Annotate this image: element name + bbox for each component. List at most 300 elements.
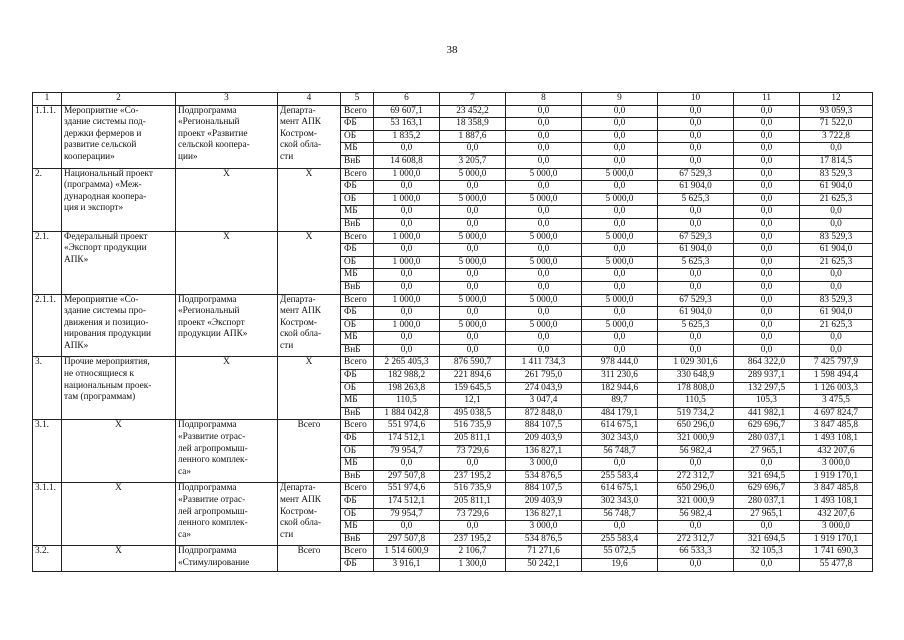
amount-cell: 19,6 bbox=[582, 558, 658, 571]
amount-cell: 0,0 bbox=[800, 344, 873, 357]
amount-cell: 0,0 bbox=[506, 181, 582, 194]
row-program-text: Подпрограмма «Стимулирование bbox=[178, 546, 250, 568]
amount-cell: 551 974,6 bbox=[374, 420, 440, 433]
amount-cell: 1 000,0 bbox=[374, 231, 440, 244]
amount-cell: 5 000,0 bbox=[440, 294, 506, 307]
row-executor-text: Х bbox=[305, 168, 313, 179]
amount-cell: 61 904,0 bbox=[800, 307, 873, 320]
amount-cell: 0,0 bbox=[582, 307, 658, 320]
row-name-text: Х bbox=[115, 546, 122, 557]
amount-cell: 0,0 bbox=[506, 130, 582, 143]
amount-cell: 311 230,6 bbox=[582, 370, 658, 383]
amount-cell: 79 954,7 bbox=[374, 508, 440, 521]
amount-cell: 0,0 bbox=[440, 281, 506, 294]
amount-cell: 0,0 bbox=[800, 218, 873, 231]
amount-cell: 1 514 600,9 bbox=[374, 546, 440, 559]
row-name bbox=[62, 231, 176, 294]
amount-cell: 876 590,7 bbox=[440, 357, 506, 370]
amount-cell: 0,0 bbox=[506, 155, 582, 168]
amount-cell: 5 000,0 bbox=[506, 294, 582, 307]
amount-cell: 1 000,0 bbox=[374, 256, 440, 269]
amount-cell: 5 625,3 bbox=[658, 193, 734, 206]
row-program bbox=[176, 357, 278, 420]
funding-source: ОБ bbox=[341, 445, 374, 458]
funding-source: МБ bbox=[341, 395, 374, 408]
row-code bbox=[33, 168, 62, 231]
table-row bbox=[33, 105, 873, 118]
amount-cell: 5 000,0 bbox=[506, 193, 582, 206]
amount-cell: 0,0 bbox=[734, 458, 800, 471]
row-executor bbox=[278, 105, 341, 168]
funding-source: Всего bbox=[341, 168, 374, 181]
row-code-text: 3.1. bbox=[35, 420, 49, 431]
funding-source: МБ bbox=[341, 521, 374, 534]
amount-cell: 0,0 bbox=[658, 521, 734, 534]
amount-cell: 61 904,0 bbox=[658, 181, 734, 194]
amount-cell: 0,0 bbox=[374, 181, 440, 194]
funding-source: ФБ bbox=[341, 433, 374, 446]
amount-cell: 0,0 bbox=[734, 231, 800, 244]
amount-cell: 3 000,0 bbox=[506, 458, 582, 471]
amount-cell: 23 452,2 bbox=[440, 105, 506, 118]
amount-cell: 0,0 bbox=[800, 269, 873, 282]
table-row bbox=[33, 483, 873, 496]
amount-cell: 71 522,0 bbox=[800, 118, 873, 131]
row-executor bbox=[278, 231, 341, 294]
amount-cell: 432 207,6 bbox=[800, 508, 873, 521]
funding-source: ВнБ bbox=[341, 470, 374, 483]
amount-cell: 32 105,3 bbox=[734, 546, 800, 559]
amount-cell: 178 808,0 bbox=[658, 382, 734, 395]
row-name bbox=[62, 420, 176, 483]
row-name-text: Мероприятие «Со- здание системы под- держки фермеров и развитие сельской кооперации» bbox=[64, 105, 146, 162]
row-executor-text: Департа- мент АПК Костром- ской обла- сти bbox=[280, 294, 322, 351]
amount-cell: 5 000,0 bbox=[582, 231, 658, 244]
amount-cell: 1 411 734,3 bbox=[506, 357, 582, 370]
funding-source: МБ bbox=[341, 458, 374, 471]
row-code-text: 2.1. bbox=[35, 231, 49, 242]
column-header: 1 bbox=[33, 93, 62, 106]
amount-cell: 198 263,8 bbox=[374, 382, 440, 395]
amount-cell: 5 000,0 bbox=[582, 193, 658, 206]
funding-source: Всего bbox=[341, 357, 374, 370]
amount-cell: 174 512,1 bbox=[374, 433, 440, 446]
row-name bbox=[62, 483, 176, 546]
amount-cell: 0,0 bbox=[440, 307, 506, 320]
row-program-text: Подпрограмма «Региональный проект «Развитие сельской коопера- ции» bbox=[178, 105, 250, 162]
funding-source: ФБ bbox=[341, 496, 374, 509]
amount-cell: 302 343,0 bbox=[582, 433, 658, 446]
row-program bbox=[176, 294, 278, 357]
amount-cell: 614 675,1 bbox=[582, 483, 658, 496]
amount-cell: 56 748,7 bbox=[582, 445, 658, 458]
amount-cell: 0,0 bbox=[374, 206, 440, 219]
amount-cell: 0,0 bbox=[734, 218, 800, 231]
amount-cell: 629 696,7 bbox=[734, 483, 800, 496]
row-code-text: 3.1.1. bbox=[35, 483, 56, 494]
amount-cell: 61 904,0 bbox=[800, 181, 873, 194]
amount-cell: 0,0 bbox=[734, 118, 800, 131]
amount-cell: 321 694,5 bbox=[734, 470, 800, 483]
amount-cell: 83 529,3 bbox=[800, 168, 873, 181]
amount-cell: 5 000,0 bbox=[506, 319, 582, 332]
amount-cell: 0,0 bbox=[658, 155, 734, 168]
amount-cell: 0,0 bbox=[582, 458, 658, 471]
amount-cell: 5 000,0 bbox=[506, 231, 582, 244]
row-program bbox=[176, 483, 278, 546]
amount-cell: 27 965,1 bbox=[734, 445, 800, 458]
amount-cell: 5 000,0 bbox=[582, 256, 658, 269]
funding-source: Всего bbox=[341, 546, 374, 559]
row-code-text: 3.2. bbox=[35, 546, 49, 557]
amount-cell: 0,0 bbox=[658, 218, 734, 231]
amount-cell: 0,0 bbox=[658, 344, 734, 357]
amount-cell: 1 000,0 bbox=[374, 319, 440, 332]
amount-cell: 3 475,5 bbox=[800, 395, 873, 408]
table-row bbox=[33, 294, 873, 307]
row-executor-text: Департа- мент АПК Костром- ской обла- сти bbox=[280, 105, 322, 162]
amount-cell: 56 982,4 bbox=[658, 445, 734, 458]
row-executor-text: Всего bbox=[297, 546, 321, 557]
amount-cell: 132 297,5 bbox=[734, 382, 800, 395]
amount-cell: 272 312,7 bbox=[658, 533, 734, 546]
amount-cell: 209 403,9 bbox=[506, 433, 582, 446]
row-program-text: Подпрограмма «Развитие отрас- лей агропромыш- ленного комплек- са» bbox=[178, 420, 248, 477]
amount-cell: 17 814,5 bbox=[800, 155, 873, 168]
amount-cell: 61 904,0 bbox=[658, 244, 734, 257]
amount-cell: 884 107,5 bbox=[506, 420, 582, 433]
amount-cell: 614 675,1 bbox=[582, 420, 658, 433]
amount-cell: 110,5 bbox=[374, 395, 440, 408]
amount-cell: 1 493 108,1 bbox=[800, 496, 873, 509]
amount-cell: 2 106,7 bbox=[440, 546, 506, 559]
row-code bbox=[33, 294, 62, 357]
amount-cell: 0,0 bbox=[734, 181, 800, 194]
row-executor-text: Х bbox=[305, 231, 313, 242]
amount-cell: 0,0 bbox=[440, 521, 506, 534]
row-program-text: Подпрограмма «Развитие отрас- лей агропромыш- ленного комплек- са» bbox=[178, 483, 248, 540]
row-program-text: Х bbox=[223, 231, 230, 242]
amount-cell: 0,0 bbox=[374, 521, 440, 534]
amount-cell: 0,0 bbox=[800, 332, 873, 345]
amount-cell: 330 648,9 bbox=[658, 370, 734, 383]
amount-cell: 1 598 494,4 bbox=[800, 370, 873, 383]
funding-source: ФБ bbox=[341, 558, 374, 571]
amount-cell: 297 507,8 bbox=[374, 533, 440, 546]
amount-cell: 0,0 bbox=[374, 281, 440, 294]
row-name-text: Х bbox=[115, 420, 122, 431]
row-code-text: 2. bbox=[35, 168, 42, 179]
amount-cell: 0,0 bbox=[734, 344, 800, 357]
amount-cell: 5 625,3 bbox=[658, 319, 734, 332]
row-program-text: Х bbox=[223, 168, 230, 179]
amount-cell: 0,0 bbox=[658, 130, 734, 143]
amount-cell: 0,0 bbox=[582, 344, 658, 357]
amount-cell: 0,0 bbox=[582, 218, 658, 231]
amount-cell: 55 477,8 bbox=[800, 558, 873, 571]
amount-cell: 978 444,0 bbox=[582, 357, 658, 370]
amount-cell: 14 608,8 bbox=[374, 155, 440, 168]
amount-cell: 0,0 bbox=[800, 206, 873, 219]
amount-cell: 0,0 bbox=[734, 558, 800, 571]
amount-cell: 0,0 bbox=[734, 193, 800, 206]
amount-cell: 0,0 bbox=[506, 307, 582, 320]
amount-cell: 89,7 bbox=[582, 395, 658, 408]
column-header: 8 bbox=[506, 93, 582, 106]
amount-cell: 884 107,5 bbox=[506, 483, 582, 496]
amount-cell: 1 000,0 bbox=[374, 168, 440, 181]
table-row bbox=[33, 357, 873, 370]
amount-cell: 5 000,0 bbox=[582, 294, 658, 307]
funding-source: ОБ bbox=[341, 130, 374, 143]
row-code-text: 3. bbox=[35, 357, 42, 368]
amount-cell: 0,0 bbox=[582, 521, 658, 534]
amount-cell: 5 000,0 bbox=[506, 256, 582, 269]
funding-source: ОБ bbox=[341, 193, 374, 206]
amount-cell: 3 205,7 bbox=[440, 155, 506, 168]
amount-cell: 0,0 bbox=[734, 294, 800, 307]
row-code bbox=[33, 231, 62, 294]
amount-cell: 159 645,5 bbox=[440, 382, 506, 395]
amount-cell: 61 904,0 bbox=[658, 307, 734, 320]
amount-cell: 182 944,6 bbox=[582, 382, 658, 395]
amount-cell: 551 974,6 bbox=[374, 483, 440, 496]
amount-cell: 237 195,2 bbox=[440, 470, 506, 483]
amount-cell: 0,0 bbox=[582, 332, 658, 345]
amount-cell: 650 296,0 bbox=[658, 483, 734, 496]
row-program bbox=[176, 420, 278, 483]
amount-cell: 221 894,6 bbox=[440, 370, 506, 383]
row-name bbox=[62, 357, 176, 420]
amount-cell: 0,0 bbox=[506, 344, 582, 357]
row-name bbox=[62, 168, 176, 231]
amount-cell: 289 937,1 bbox=[734, 370, 800, 383]
amount-cell: 3 000,0 bbox=[506, 521, 582, 534]
row-program-text: Подпрограмма «Региональный проект «Экспорт продукции АПК» bbox=[178, 294, 248, 340]
amount-cell: 0,0 bbox=[440, 344, 506, 357]
amount-cell: 0,0 bbox=[582, 181, 658, 194]
row-name bbox=[62, 105, 176, 168]
amount-cell: 53 163,1 bbox=[374, 118, 440, 131]
amount-cell: 0,0 bbox=[582, 269, 658, 282]
amount-cell: 27 965,1 bbox=[734, 508, 800, 521]
row-program bbox=[176, 546, 278, 571]
column-header: 7 bbox=[440, 93, 506, 106]
table-body bbox=[33, 93, 873, 572]
row-name bbox=[62, 546, 176, 571]
row-executor bbox=[278, 294, 341, 357]
amount-cell: 0,0 bbox=[374, 458, 440, 471]
amount-cell: 1 884 042,8 bbox=[374, 407, 440, 420]
row-code bbox=[33, 483, 62, 546]
column-header: 12 bbox=[800, 93, 873, 106]
row-executor bbox=[278, 168, 341, 231]
amount-cell: 0,0 bbox=[506, 143, 582, 156]
column-header: 3 bbox=[176, 93, 278, 106]
amount-cell: 0,0 bbox=[658, 269, 734, 282]
amount-cell: 5 000,0 bbox=[440, 193, 506, 206]
amount-cell: 5 000,0 bbox=[440, 168, 506, 181]
amount-cell: 0,0 bbox=[440, 181, 506, 194]
amount-cell: 1 835,2 bbox=[374, 130, 440, 143]
funding-source: ОБ bbox=[341, 508, 374, 521]
amount-cell: 73 729,6 bbox=[440, 445, 506, 458]
amount-cell: 5 000,0 bbox=[582, 319, 658, 332]
amount-cell: 61 904,0 bbox=[800, 244, 873, 257]
funding-source: МБ bbox=[341, 269, 374, 282]
amount-cell: 0,0 bbox=[440, 332, 506, 345]
amount-cell: 0,0 bbox=[440, 143, 506, 156]
column-header: 2 bbox=[62, 93, 176, 106]
amount-cell: 516 735,9 bbox=[440, 483, 506, 496]
row-program bbox=[176, 168, 278, 231]
amount-cell: 495 038,5 bbox=[440, 407, 506, 420]
row-executor bbox=[278, 483, 341, 546]
amount-cell: 4 697 824,7 bbox=[800, 407, 873, 420]
amount-cell: 0,0 bbox=[506, 281, 582, 294]
amount-cell: 136 827,1 bbox=[506, 508, 582, 521]
amount-cell: 67 529,3 bbox=[658, 231, 734, 244]
amount-cell: 83 529,3 bbox=[800, 231, 873, 244]
amount-cell: 0,0 bbox=[440, 458, 506, 471]
amount-cell: 0,0 bbox=[734, 521, 800, 534]
amount-cell: 0,0 bbox=[374, 332, 440, 345]
amount-cell: 205 811,1 bbox=[440, 496, 506, 509]
table-row bbox=[33, 420, 873, 433]
amount-cell: 21 625,3 bbox=[800, 193, 873, 206]
amount-cell: 56 982,4 bbox=[658, 508, 734, 521]
funding-source: МБ bbox=[341, 332, 374, 345]
amount-cell: 0,0 bbox=[374, 218, 440, 231]
amount-cell: 67 529,3 bbox=[658, 168, 734, 181]
funding-source: Всего bbox=[341, 231, 374, 244]
amount-cell: 484 179,1 bbox=[582, 407, 658, 420]
amount-cell: 0,0 bbox=[374, 143, 440, 156]
amount-cell: 0,0 bbox=[374, 269, 440, 282]
row-name-text: Национальный проект (программа) «Меж- дународная коопера- ция и экспорт» bbox=[64, 168, 153, 214]
amount-cell: 0,0 bbox=[800, 281, 873, 294]
amount-cell: 69 607,1 bbox=[374, 105, 440, 118]
funding-source: ФБ bbox=[341, 118, 374, 131]
amount-cell: 255 583,4 bbox=[582, 533, 658, 546]
amount-cell: 650 296,0 bbox=[658, 420, 734, 433]
amount-cell: 3 847 485,8 bbox=[800, 483, 873, 496]
amount-cell: 136 827,1 bbox=[506, 445, 582, 458]
amount-cell: 321 694,5 bbox=[734, 533, 800, 546]
amount-cell: 237 195,2 bbox=[440, 533, 506, 546]
amount-cell: 83 529,3 bbox=[800, 294, 873, 307]
amount-cell: 0,0 bbox=[582, 143, 658, 156]
table-row bbox=[33, 546, 873, 559]
amount-cell: 18 358,9 bbox=[440, 118, 506, 131]
row-name-text: Прочие мероприятия, не относящиеся к национальным проек- там (программам) bbox=[64, 357, 152, 403]
amount-cell: 1 919 170,1 bbox=[800, 533, 873, 546]
funding-source: Всего bbox=[341, 483, 374, 496]
funding-source: ОБ bbox=[341, 256, 374, 269]
funding-source: ВнБ bbox=[341, 281, 374, 294]
amount-cell: 321 000,9 bbox=[658, 496, 734, 509]
amount-cell: 0,0 bbox=[734, 130, 800, 143]
amount-cell: 3 916,1 bbox=[374, 558, 440, 571]
amount-cell: 0,0 bbox=[658, 332, 734, 345]
amount-cell: 872 848,0 bbox=[506, 407, 582, 420]
amount-cell: 302 343,0 bbox=[582, 496, 658, 509]
amount-cell: 3 047,4 bbox=[506, 395, 582, 408]
amount-cell: 0,0 bbox=[506, 332, 582, 345]
funding-source: Всего bbox=[341, 105, 374, 118]
funding-source: ВнБ bbox=[341, 407, 374, 420]
amount-cell: 1 887,6 bbox=[440, 130, 506, 143]
amount-cell: 1 126 003,3 bbox=[800, 382, 873, 395]
funding-source: МБ bbox=[341, 143, 374, 156]
amount-cell: 5 000,0 bbox=[506, 168, 582, 181]
row-code bbox=[33, 105, 62, 168]
amount-cell: 0,0 bbox=[582, 281, 658, 294]
row-program-text: Х bbox=[223, 357, 230, 368]
amount-cell: 21 625,3 bbox=[800, 319, 873, 332]
row-code bbox=[33, 420, 62, 483]
row-name bbox=[62, 294, 176, 357]
amount-cell: 0,0 bbox=[734, 319, 800, 332]
amount-cell: 0,0 bbox=[506, 269, 582, 282]
row-code bbox=[33, 357, 62, 420]
amount-cell: 274 043,9 bbox=[506, 382, 582, 395]
column-header: 4 bbox=[278, 93, 341, 106]
amount-cell: 0,0 bbox=[734, 155, 800, 168]
amount-cell: 0,0 bbox=[506, 218, 582, 231]
amount-cell: 0,0 bbox=[658, 458, 734, 471]
amount-cell: 0,0 bbox=[658, 118, 734, 131]
amount-cell: 261 795,0 bbox=[506, 370, 582, 383]
amount-cell: 1 919 170,1 bbox=[800, 470, 873, 483]
funding-source: ВнБ bbox=[341, 533, 374, 546]
row-code-text: 2.1.1. bbox=[35, 294, 56, 305]
amount-cell: 0,0 bbox=[658, 206, 734, 219]
amount-cell: 55 072,5 bbox=[582, 546, 658, 559]
amount-cell: 0,0 bbox=[734, 244, 800, 257]
amount-cell: 66 533,3 bbox=[658, 546, 734, 559]
amount-cell: 0,0 bbox=[374, 244, 440, 257]
funding-source: ВнБ bbox=[341, 344, 374, 357]
funding-source: ФБ bbox=[341, 307, 374, 320]
funding-source: МБ bbox=[341, 206, 374, 219]
amount-cell: 0,0 bbox=[734, 168, 800, 181]
amount-cell: 0,0 bbox=[582, 155, 658, 168]
amount-cell: 67 529,3 bbox=[658, 294, 734, 307]
row-executor bbox=[278, 357, 341, 420]
amount-cell: 432 207,6 bbox=[800, 445, 873, 458]
amount-cell: 441 982,1 bbox=[734, 407, 800, 420]
amount-cell: 0,0 bbox=[582, 105, 658, 118]
funding-source: ФБ bbox=[341, 370, 374, 383]
amount-cell: 209 403,9 bbox=[506, 496, 582, 509]
amount-cell: 1 029 301,6 bbox=[658, 357, 734, 370]
row-program bbox=[176, 231, 278, 294]
amount-cell: 0,0 bbox=[734, 256, 800, 269]
amount-cell: 1 741 690,3 bbox=[800, 546, 873, 559]
amount-cell: 0,0 bbox=[582, 244, 658, 257]
amount-cell: 0,0 bbox=[440, 244, 506, 257]
amount-cell: 0,0 bbox=[440, 269, 506, 282]
funding-source: ОБ bbox=[341, 319, 374, 332]
amount-cell: 280 037,1 bbox=[734, 433, 800, 446]
amount-cell: 0,0 bbox=[440, 218, 506, 231]
row-executor bbox=[278, 420, 341, 483]
amount-cell: 7 425 797,9 bbox=[800, 357, 873, 370]
row-code bbox=[33, 546, 62, 571]
amount-cell: 110,5 bbox=[658, 395, 734, 408]
amount-cell: 73 729,6 bbox=[440, 508, 506, 521]
